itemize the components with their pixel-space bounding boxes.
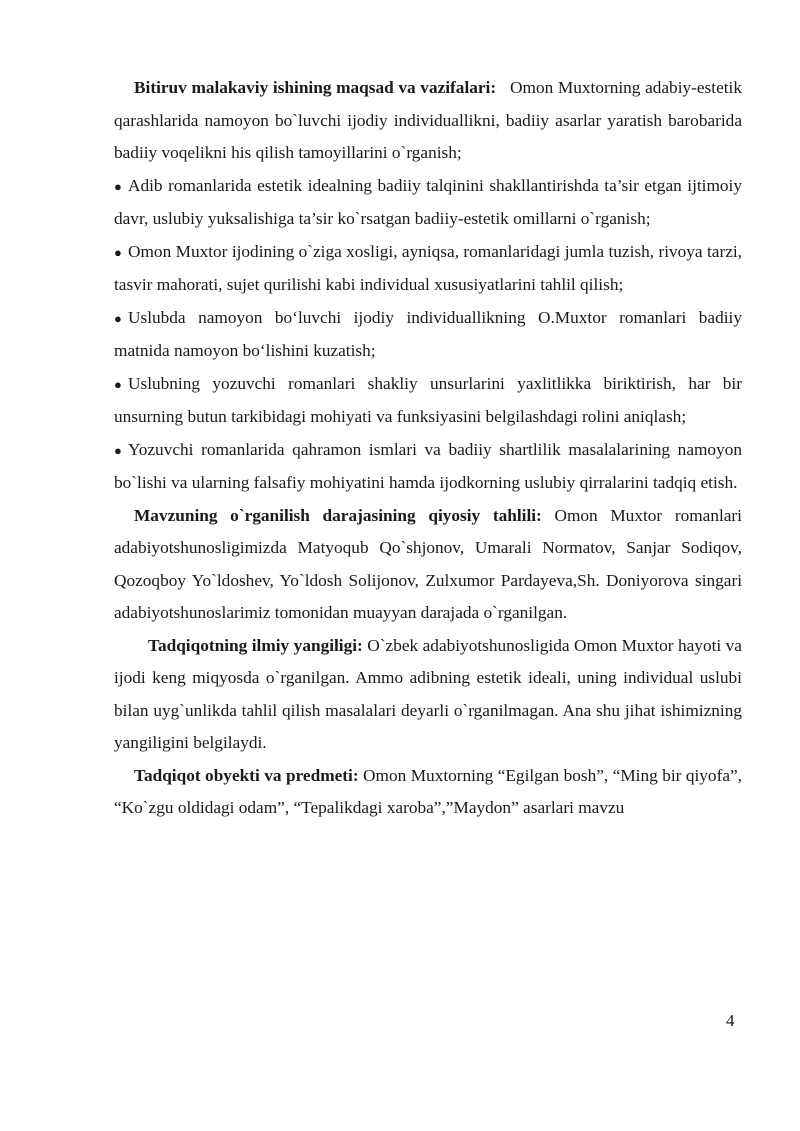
object-heading: Tadqiqot obyekti va predmeti:: [134, 765, 359, 785]
goals-text: Omon Muxtorning adabiy-estetik qarashlarida namoyon bo`luvchi ijodiy individuallikni, badiiy asarlar yaratish barobarida badiiy voqelikni his qilish tamoyillarini o`rganish;: [114, 78, 742, 162]
bullet-text: Adib romanlarida estetik idealning badiiy talqinini shakllantirishda ta’sir etgan ijtimoiy davr, uslubiy yuksalishiga ta’sir ko`rsatgan badiiy-estetik omillarni o`rganish;: [114, 175, 742, 228]
bullet-icon: ●: [114, 244, 122, 260]
bullet-text: Uslubning yozuvchi romanlari shakliy unsurlarini yaxlitlikka biriktirish, har bir unsurning butun tarkibidagi mohiyati va funksiyasini belgilashdagi rolini aniqlash;: [114, 373, 742, 426]
bullet-item: [114, 368, 742, 434]
study-level-heading: Mavzuning o`rganilish darajasining qiyosiy tahlili:: [134, 505, 542, 525]
object-text: Omon Muxtorning “Egilgan bosh”, “Ming bir qiyofa”, “Ko`zgu oldidagi odam”, “Tepalikdagi xaroba”,”Maydon” asarlari mavzu: [114, 765, 742, 817]
bullet-item: [114, 236, 742, 302]
bullet-item: [114, 302, 742, 368]
bullet-icon: ●: [114, 376, 122, 392]
goals-heading: Bitiruv malakaviy ishining maqsad va vazifalari:: [134, 78, 497, 97]
novelty-paragraph: [114, 630, 742, 760]
page-number: 4: [726, 1011, 735, 1030]
study-level-paragraph: [114, 500, 742, 630]
bullet-icon: ●: [114, 178, 122, 194]
study-level-text: Omon Muxtor romanlari adabiyotshunosligimizda Matyoqub Qo`shjonov, Umarali Normatov, Sanjar Sodiqov, Qozoqboy Yo`ldoshev, Yo`ldosh Solijonov, Zulxumor Pardayeva,Sh. Doniyorova singari adabiyotshunoslarimiz tomonidan muayyan darajada o`rganilgan.: [114, 505, 742, 622]
page-content: [114, 72, 742, 825]
bullet-item: [114, 170, 742, 236]
object-paragraph: [114, 760, 742, 825]
bullet-text: Yozuvchi romanlarida qahramon ismlari va badiiy shartlilik masalalarining namoyon bo`lishi va ularning falsafiy mohiyatini hamda ijodkorning uslubiy qirralarini tadqiq etish.: [114, 439, 742, 492]
goals-paragraph: [114, 72, 742, 170]
bullet-item: [114, 434, 742, 500]
novelty-heading: Tadqiqotning ilmiy yangiligi:: [148, 635, 363, 655]
bullet-text: Uslubda namoyon bo‘luvchi ijodiy individuallikning O.Muxtor romanlari badiiy matnida namoyon bo‘lishini kuzatish;: [114, 307, 742, 360]
novelty-text: O`zbek adabiyotshunosligida Omon Muxtor hayoti va ijodi keng miqyosda o`rganilgan. Ammo adibning estetik ideali, uning individual uslubi bilan uyg`unlikda tahlil qilish masalalari deyarli o`rganilmagan. Ana shu jihat ishimizning yangiligini belgilaydi.: [114, 635, 742, 752]
bullet-text: Omon Muxtor ijodining o`ziga xosligi, ayniqsa, romanlaridagi jumla tuzish, rivoya tarzi, tasvir mahorati, sujet qurilishi kabi individual xususiyatlarini tahlil qilish;: [114, 241, 742, 294]
bullet-icon: ●: [114, 310, 122, 326]
bullet-icon: ●: [114, 442, 122, 458]
